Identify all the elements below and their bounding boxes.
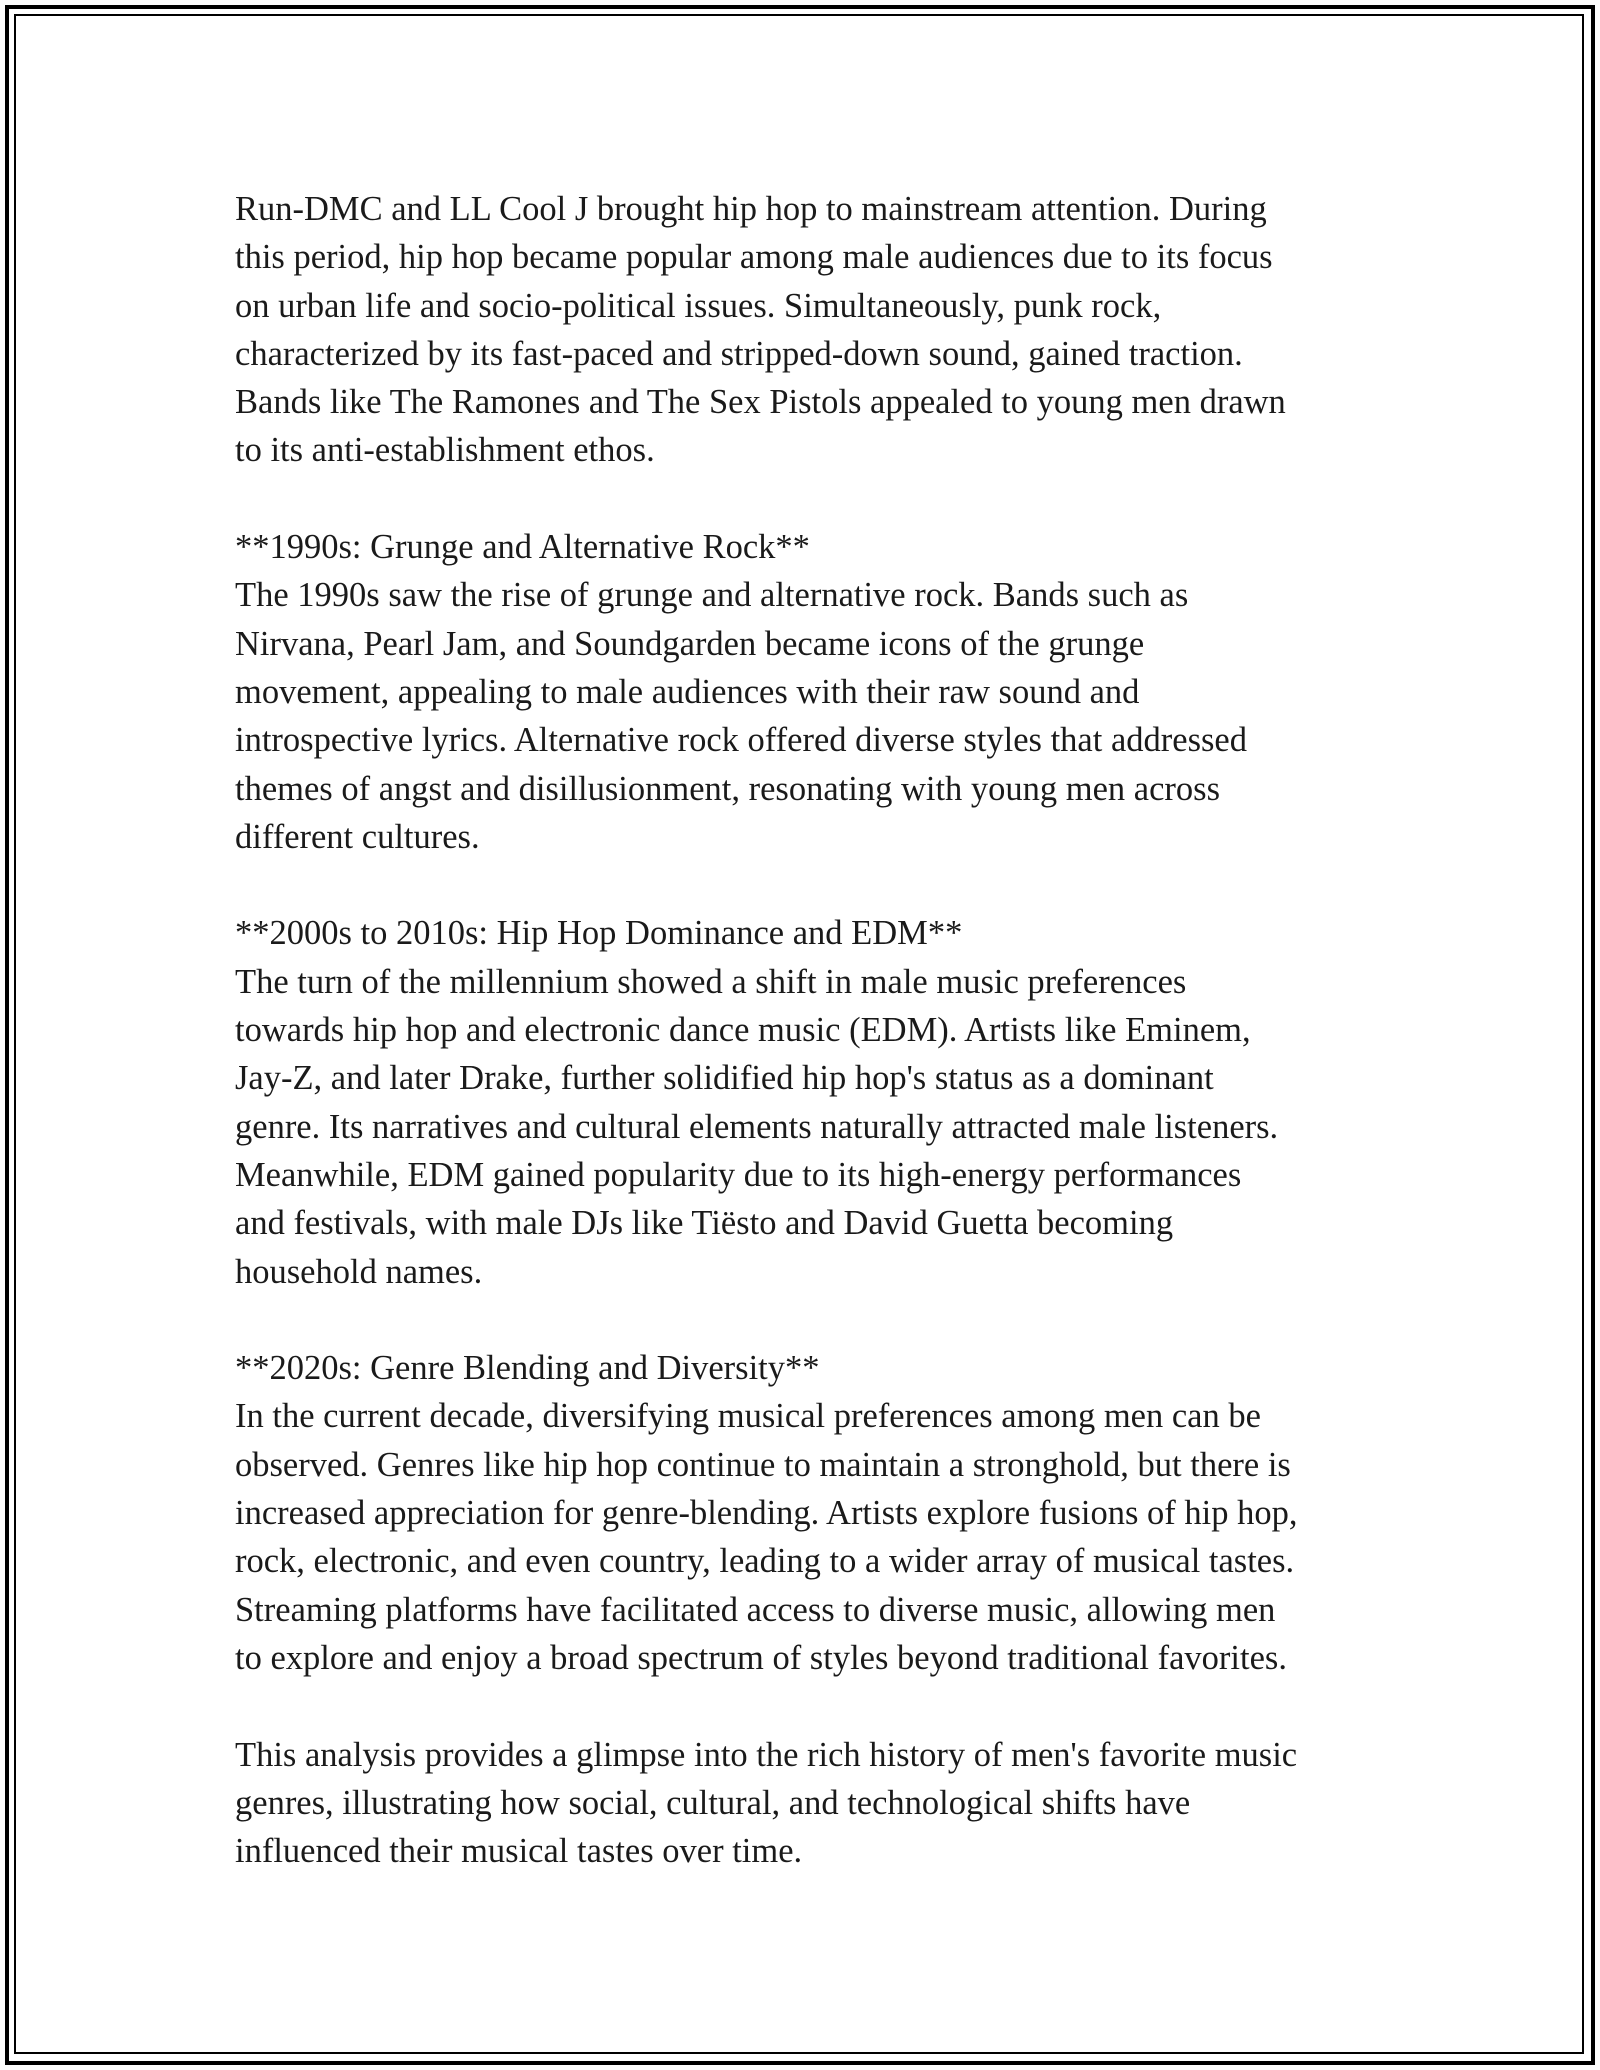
paragraph-line: Bands like The Ramones and The Sex Pistols appealed to young men drawn bbox=[235, 383, 1286, 422]
paragraph-line: Jay-Z, and later Drake, further solidified hip hop's status as a dominant bbox=[235, 1059, 1214, 1098]
paragraph-line: characterized by its fast-paced and stripped-down sound, gained traction. bbox=[235, 334, 1243, 373]
paragraph-line: household names. bbox=[235, 1252, 483, 1291]
section-heading: **2020s: Genre Blending and Diversity** bbox=[235, 1349, 820, 1388]
paragraph-line: genre. Its narratives and cultural elements naturally attracted male listeners. bbox=[235, 1107, 1279, 1146]
paragraph-line: In the current decade, diversifying musical preferences among men can be bbox=[235, 1397, 1261, 1436]
section-heading: **1990s: Grunge and Alternative Rock** bbox=[235, 528, 810, 567]
section-2000s bbox=[235, 909, 1395, 1295]
paragraph-line: influenced their musical tastes over time. bbox=[235, 1832, 803, 1871]
paragraph-line: genres, illustrating how social, cultural, and technological shifts have bbox=[235, 1783, 1191, 1822]
paragraph-spacer bbox=[235, 1682, 1395, 1730]
paragraph-line: to explore and enjoy a broad spectrum of styles beyond traditional favorites. bbox=[235, 1638, 1287, 1677]
paragraph-line: This analysis provides a glimpse into the rich history of men's favorite music bbox=[235, 1735, 1298, 1774]
paragraph-spacer bbox=[235, 861, 1395, 909]
paragraph-line: Run-DMC and LL Cool J brought hip hop to mainstream attention. During bbox=[235, 190, 1267, 228]
paragraph-spacer bbox=[235, 475, 1395, 523]
document-body bbox=[235, 185, 1395, 1875]
paragraph-line: movement, appealing to male audiences with their raw sound and bbox=[235, 672, 1140, 711]
paragraph-line: to its anti-establishment ethos. bbox=[235, 431, 655, 470]
paragraph-line: different cultures. bbox=[235, 817, 480, 856]
paragraph-line: increased appreciation for genre-blending. Artists explore fusions of hip hop, bbox=[235, 1494, 1298, 1533]
paragraph-line: and festivals, with male DJs like Tiësto and David Guetta becoming bbox=[235, 1204, 1174, 1243]
paragraph-line: Meanwhile, EDM gained popularity due to its high-energy performances bbox=[235, 1155, 1242, 1194]
section-2020s bbox=[235, 1344, 1395, 1682]
section-1990s bbox=[235, 523, 1395, 861]
paragraph-line: Nirvana, Pearl Jam, and Soundgarden became icons of the grunge bbox=[235, 624, 1145, 663]
paragraph-line: observed. Genres like hip hop continue to maintain a stronghold, but there is bbox=[235, 1445, 1291, 1484]
paragraph-line: The 1990s saw the rise of grunge and alternative rock. Bands such as bbox=[235, 576, 1189, 615]
paragraph-line: introspective lyrics. Alternative rock offered diverse styles that addressed bbox=[235, 721, 1247, 760]
intro-paragraph bbox=[235, 185, 1395, 475]
paragraph-line: The turn of the millennium showed a shift in male music preferences bbox=[235, 962, 1187, 1001]
paragraph-line: Streaming platforms have facilitated access to diverse music, allowing men bbox=[235, 1590, 1276, 1629]
conclusion-paragraph bbox=[235, 1731, 1395, 1876]
paragraph-line: themes of angst and disillusionment, resonating with young men across bbox=[235, 769, 1221, 808]
paragraph-line: this period, hip hop became popular among male audiences due to its focus bbox=[235, 238, 1273, 277]
section-heading: **2000s to 2010s: Hip Hop Dominance and EDM** bbox=[235, 914, 963, 953]
paragraph-line: on urban life and socio-political issues. Simultaneously, punk rock, bbox=[235, 286, 1162, 325]
paragraph-line: towards hip hop and electronic dance music (EDM). Artists like Eminem, bbox=[235, 1011, 1251, 1050]
paragraph-spacer bbox=[235, 1296, 1395, 1344]
paragraph-line: rock, electronic, and even country, leading to a wider array of musical tastes. bbox=[235, 1542, 1295, 1581]
